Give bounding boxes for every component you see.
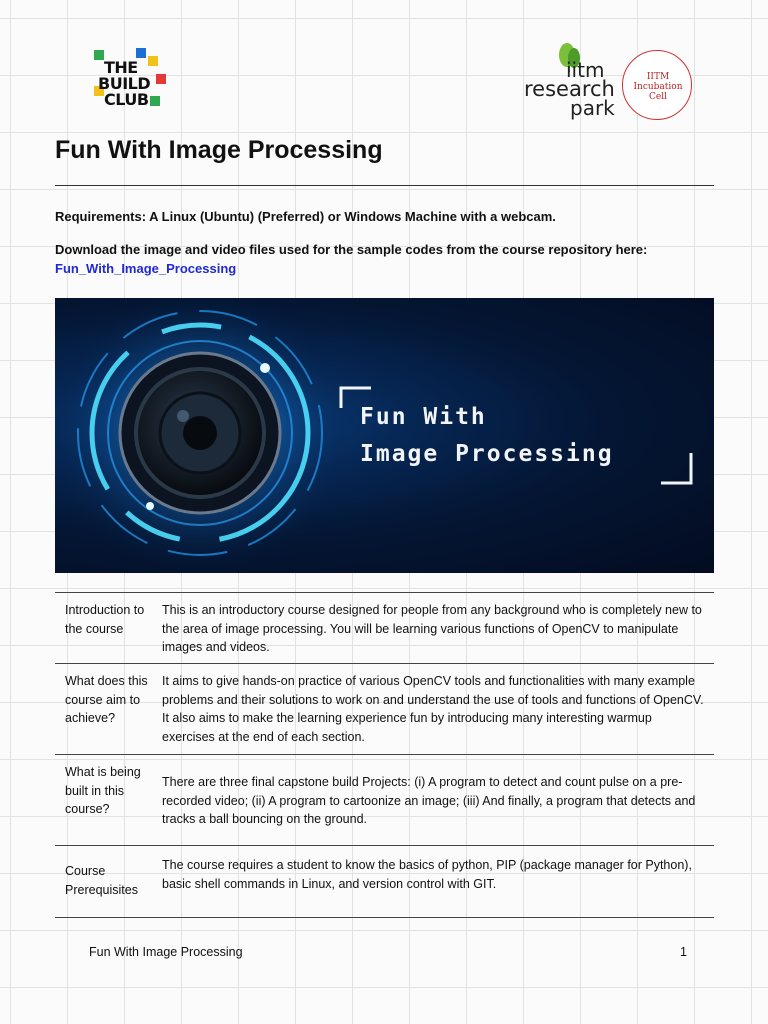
row-label: What does this course aim to achieve?	[65, 674, 148, 725]
park-word: park	[570, 96, 615, 120]
research-word: research	[524, 77, 615, 101]
course-banner-image	[55, 298, 714, 573]
requirements-text: Requirements: A Linux (Ubuntu) (Preferred) or Windows Machine with a webcam.	[55, 209, 556, 224]
row-label: Course Prerequisites	[65, 864, 138, 897]
incubation-cell-line1: IITM	[646, 72, 670, 82]
camera-lens-graphic	[55, 298, 714, 573]
iitm-word: iitm	[566, 58, 605, 82]
row-value: It aims to give hands-on practice of various OpenCV tools and functionalities with many example problems and their solutions to work on and understand the use of tools and functions of OpenCV. It also aims to make the learning experience fun by introducing many interesting warmup exercises at the end of each section.	[162, 674, 704, 744]
table-row	[55, 754, 714, 846]
banner-line1: Fun With	[360, 404, 487, 430]
incubation-cell-line3: Cell	[649, 92, 667, 102]
build-club-line1: THE	[104, 58, 138, 77]
row-label: Introduction to the course	[65, 603, 145, 636]
footer-title: Fun With Image Processing	[89, 945, 243, 959]
table-row	[55, 845, 714, 918]
table-row	[55, 663, 714, 755]
build-club-logo	[90, 46, 168, 112]
page-number: 1	[680, 945, 687, 959]
build-club-line2: BUILD	[98, 74, 151, 93]
title-divider	[55, 185, 714, 186]
download-text: Download the image and video files used for the sample codes from the course repository here:	[55, 242, 648, 257]
row-value: This is an introductory course designed for people from any background who is completely new to the area of image processing. You will be learning various functions of OpenCV to manipulate images and videos.	[162, 603, 702, 654]
incubation-cell-line2: Incubation	[633, 82, 683, 92]
row-value: There are three final capstone build Projects: (i) A program to detect and count pulse on a pre-recorded video; (ii) A program to cartoonize an image; (iii) And finally, a program that detects and tracks a ball bouncing on the ground.	[162, 775, 696, 826]
row-label: What is being built in this course?	[65, 765, 141, 816]
build-club-line3: CLUB	[104, 90, 149, 109]
page-title: Fun With Image Processing	[55, 136, 383, 164]
repository-link[interactable]: Fun_With_Image_Processing	[55, 261, 237, 276]
row-value: The course requires a student to know the basics of python, PIP (package manager for Python), basic shell commands in Linux, and version control with GIT.	[162, 858, 692, 891]
banner-line2: Image Processing	[360, 441, 614, 467]
table-row	[55, 592, 714, 664]
research-park-logo	[522, 42, 698, 122]
incubation-cell-logo	[622, 50, 692, 120]
